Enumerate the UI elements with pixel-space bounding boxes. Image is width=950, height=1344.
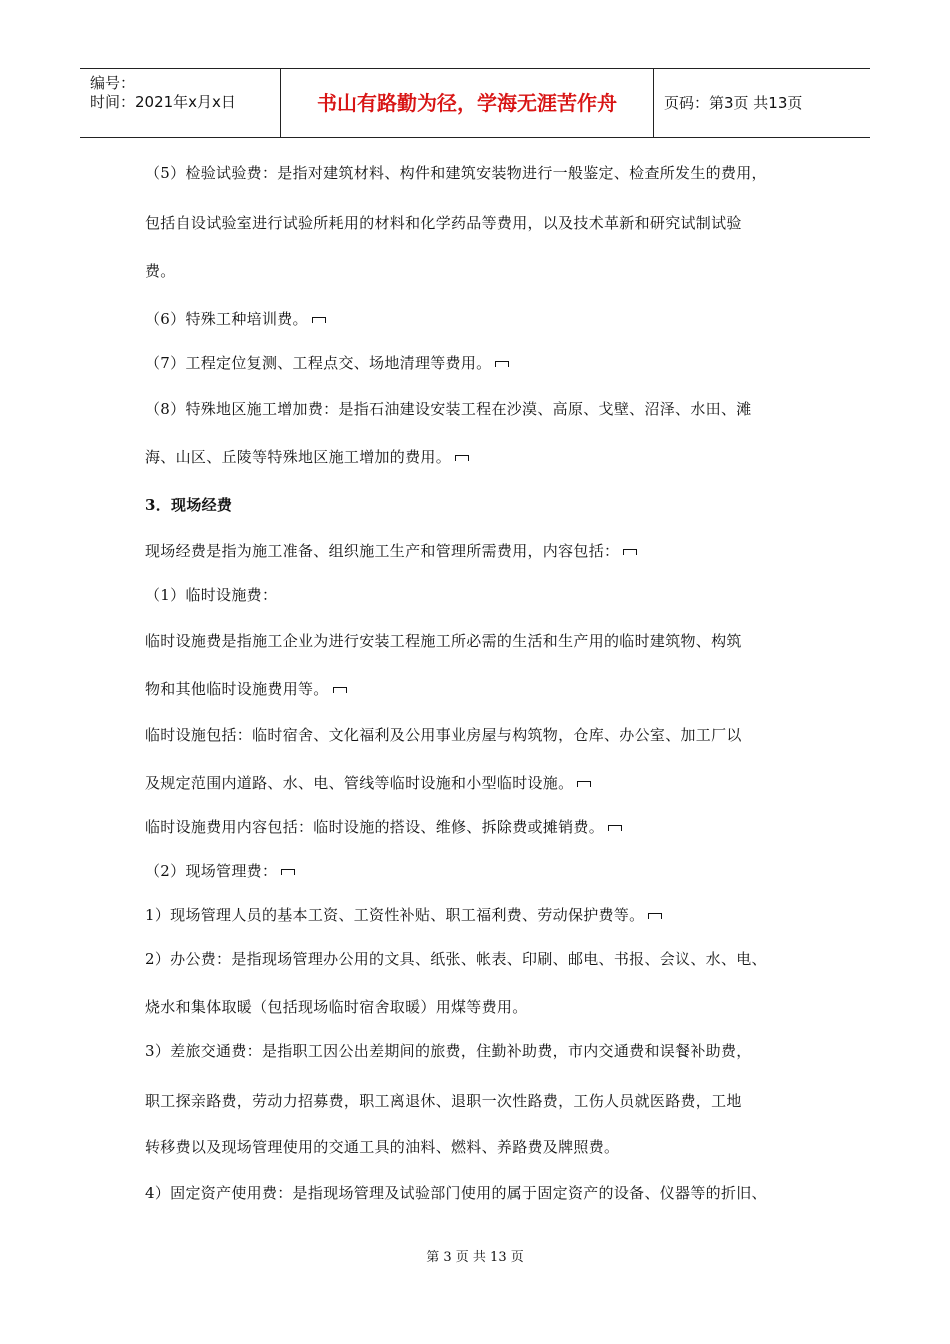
paragraph-mark-icon bbox=[608, 825, 622, 831]
text-line-content: 烧水和集体取暖（包括现场临时宿舍取暖）用煤等费用。 bbox=[145, 998, 528, 1016]
text-line-content: （8）特殊地区施工增加费：是指石油建设安装工程在沙漠、高原、戈壁、沼泽、水田、滩 bbox=[145, 400, 752, 418]
text-line-content: （7）工程定位复测、工程点交、场地清理等费用。 bbox=[145, 354, 492, 372]
text-line bbox=[145, 352, 509, 373]
text-line bbox=[145, 308, 326, 329]
text-line bbox=[145, 584, 277, 605]
text-line-content: 及规定范围内道路、水、电、管线等临时设施和小型临时设施。 bbox=[145, 774, 574, 792]
text-line-content: 3）差旅交通费：是指职工因公出差期间的旅费，住勤补助费，市内交通费和误餐补助费， bbox=[145, 1042, 752, 1060]
header-page-info: 页码：第3页 共13页 bbox=[664, 94, 803, 112]
text-line bbox=[145, 772, 591, 793]
section-heading bbox=[145, 494, 232, 515]
text-line-content: 转移费以及现场管理使用的交通工具的油料、燃料、养路费及牌照费。 bbox=[145, 1138, 620, 1156]
text-line bbox=[145, 948, 767, 969]
time-label: 时间：2021年x月x日 bbox=[90, 93, 236, 111]
text-line-content: 临时设施费是指施工企业为进行安装工程施工所必需的生活和生产用的临时建筑物、构筑 bbox=[145, 632, 742, 650]
text-line-content: 1）现场管理人员的基本工资、工资性补贴、职工福利费、劳动保护费等。 bbox=[145, 906, 645, 924]
text-line bbox=[145, 162, 767, 183]
text-line bbox=[145, 724, 742, 745]
text-line bbox=[145, 1040, 752, 1061]
paragraph-mark-icon bbox=[577, 781, 591, 787]
text-line-content: （6）特殊工种培训费。 bbox=[145, 310, 308, 328]
text-line bbox=[145, 904, 662, 925]
text-line-content: 费。 bbox=[145, 262, 176, 280]
text-line bbox=[145, 996, 528, 1017]
page-header bbox=[80, 68, 870, 138]
text-line bbox=[145, 816, 622, 837]
paragraph-mark-icon bbox=[623, 549, 637, 555]
text-line-content: 职工探亲路费，劳动力招募费，职工离退休、退职一次性路费，工伤人员就医路费，工地 bbox=[145, 1092, 742, 1110]
text-line-content: 3．现场经费 bbox=[145, 496, 233, 514]
paragraph-mark-icon bbox=[281, 869, 295, 875]
text-line-content: 4）固定资产使用费：是指现场管理及试验部门使用的属于固定资产的设备、仪器等的折旧、 bbox=[145, 1184, 767, 1202]
header-motto: 书山有路勤为径，学海无涯苦作舟 bbox=[281, 69, 654, 137]
text-line bbox=[145, 678, 347, 699]
text-line-content: 临时设施费用内容包括：临时设施的搭设、维修、拆除费或摊销费。 bbox=[145, 818, 605, 836]
paragraph-mark-icon bbox=[495, 361, 509, 367]
paragraph-mark-icon bbox=[333, 687, 347, 693]
page-footer: 第 3 页 共 13 页 bbox=[426, 1250, 524, 1265]
text-line bbox=[145, 630, 742, 651]
text-line-content: 现场经费是指为施工准备、组织施工生产和管理所需费用，内容包括： bbox=[145, 542, 620, 560]
text-line-content: 包括自设试验室进行试验所耗用的材料和化学药品等费用，以及技术革新和研究试制试验 bbox=[145, 214, 742, 232]
text-line-content: （5）检验试验费：是指对建筑材料、构件和建筑安装物进行一般鉴定、检查所发生的费用， bbox=[145, 164, 767, 182]
text-line-content: 海、山区、丘陵等特殊地区施工增加的费用。 bbox=[145, 448, 452, 466]
text-line-content: （2）现场管理费： bbox=[145, 862, 278, 880]
header-meta bbox=[80, 69, 281, 137]
text-line bbox=[145, 446, 469, 467]
text-line bbox=[145, 1182, 767, 1203]
text-line bbox=[145, 1136, 619, 1157]
text-line bbox=[145, 860, 295, 881]
number-label: 编号： bbox=[90, 74, 136, 92]
paragraph-mark-icon bbox=[648, 913, 662, 919]
text-line bbox=[145, 212, 742, 233]
paragraph-mark-icon bbox=[312, 317, 326, 323]
text-line bbox=[145, 540, 637, 561]
text-line bbox=[145, 398, 752, 419]
text-line bbox=[145, 260, 176, 281]
text-line bbox=[145, 1090, 742, 1111]
text-line-content: 2）办公费：是指现场管理办公用的文具、纸张、帐表、印刷、邮电、书报、会议、水、电、 bbox=[145, 950, 767, 968]
text-line-content: 临时设施包括：临时宿舍、文化福利及公用事业房屋与构筑物，仓库、办公室、加工厂以 bbox=[145, 726, 742, 744]
paragraph-mark-icon bbox=[455, 455, 469, 461]
text-line-content: （1）临时设施费： bbox=[145, 586, 278, 604]
text-line-content: 物和其他临时设施费用等。 bbox=[145, 680, 329, 698]
